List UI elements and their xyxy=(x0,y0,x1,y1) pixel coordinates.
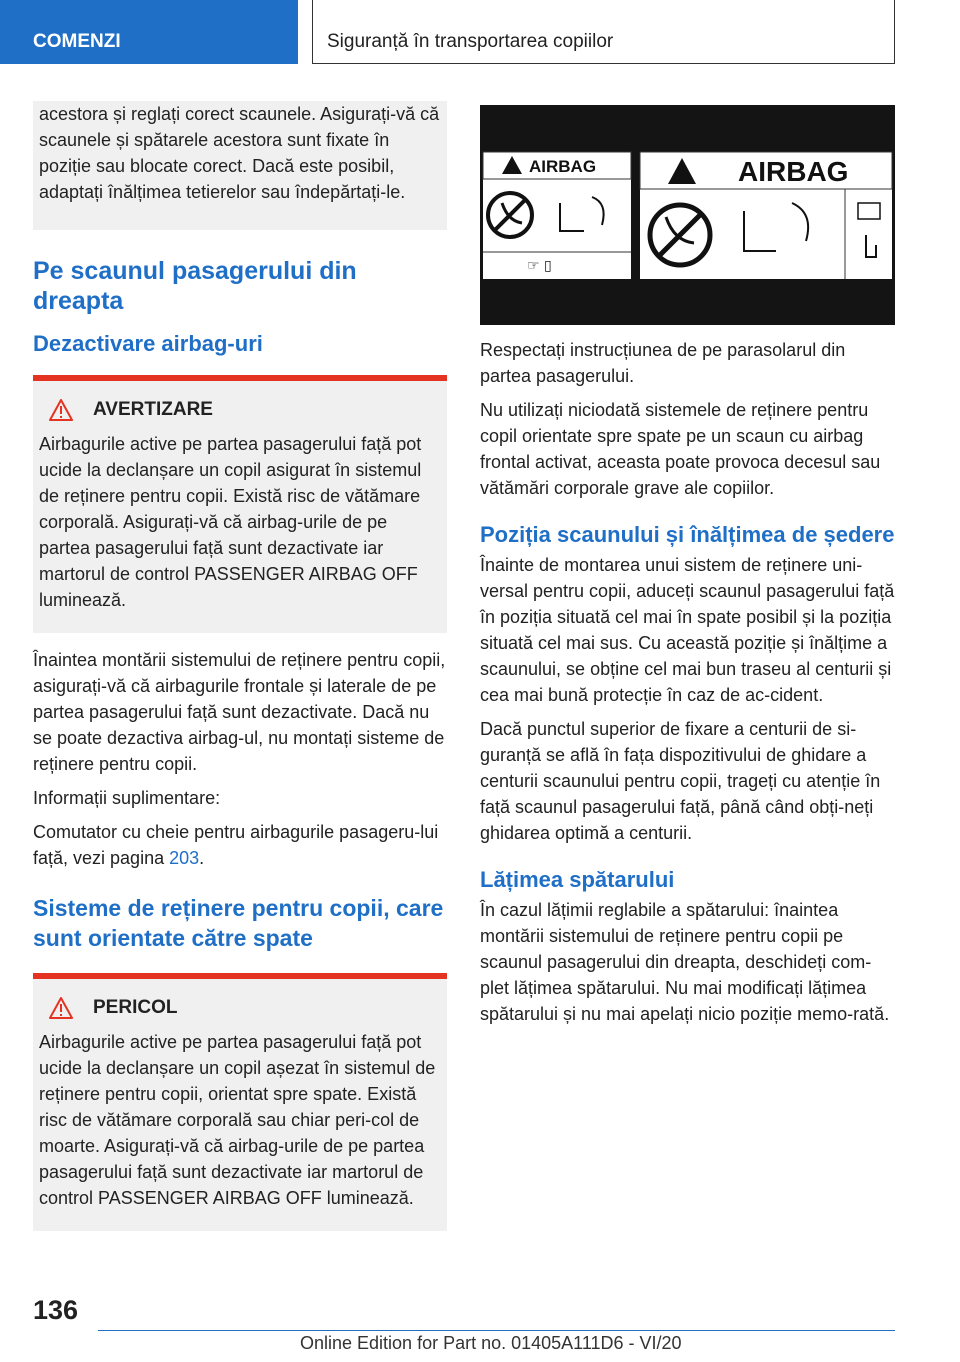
section-title-rear-facing: Sisteme de reținere pentru copii, care sunt orientate către spate xyxy=(33,895,444,951)
airbag-label-image xyxy=(480,105,895,325)
footer-divider xyxy=(98,1330,895,1331)
warning-triangle-icon xyxy=(49,399,73,421)
large-airbag-label: AIRBAG xyxy=(738,156,849,187)
intro-note xyxy=(33,101,447,230)
footer-edition: Online Edition for Part no. 01405A111D6 - VI/20 xyxy=(300,1333,682,1353)
danger-label: PERICOL xyxy=(93,997,178,1018)
danger-text: Airbagurile active pe partea pasagerului față pot ucide la declanșare un copil așezat în sistemul de reținere pentru copii, orientat spre spate. Există risc de vătămare corporală sau chiar peri-col de moarte. Asigurați-vă că airbag-urile de pe partea pasagerului față sunt dezactivate iar martorul de control PASSENGER AIRBAG OFF luminează. xyxy=(39,1032,436,1208)
danger-heading xyxy=(39,997,441,1019)
paragraph-belt-anchor: Dacă punctul superior de fixare a centurii de si-guranță se află în fața dispozitivului de ghidare a centurii scaunului pentru copii, trageți cu atenție în față scaunul pasagerului față, până când obți-neți ghidarea optimă a centurii. xyxy=(480,719,881,843)
paragraph-key-switch xyxy=(33,819,447,871)
paragraph-sun-visor: Respectați instrucțiunea de pe parasolarul din partea pasagerului. xyxy=(480,340,846,386)
intro-text: acestora și reglați corect scaunele. Asigurați-vă că scaunele și spătarele acestora sunt fixate în poziție sau blocate corect. Dacă este posibil, adaptați înălțimea tetierelor sau îndepărtați-le. xyxy=(39,104,440,202)
subsection-title-seat-position: Poziția scaunului și înălțimea de ședere xyxy=(480,522,895,547)
warning-text: Airbagurile active pe partea pasagerului față pot ucide la declanșare un copil asigurat în sistemul de reținere pentru copii. Există risc de vătămare corporală. Asigurați-vă că airbag-urile de pe partea pasagerului față sunt dezactivate iar martorul de control PASSENGER AIRBAG OFF luminează. xyxy=(39,434,422,610)
left-column xyxy=(33,101,447,1231)
subsection-title-backrest-width: Lățimea spătarului xyxy=(480,867,675,892)
section-title-passenger-seat: Pe scaunul pasagerului din dreapta xyxy=(33,257,357,315)
warning-label: AVERTIZARE xyxy=(93,399,213,420)
danger-box xyxy=(33,973,447,1231)
airbag-sticker-illustration xyxy=(480,105,895,325)
small-airbag-label: AIRBAG xyxy=(529,157,597,176)
right-column xyxy=(480,105,895,1027)
danger-triangle-icon xyxy=(49,997,73,1019)
chapter-tab[interactable]: COMENZI xyxy=(0,0,298,64)
paragraph-additional-info: Informații suplimentare: xyxy=(33,788,221,808)
paragraph-backrest-width: În cazul lățimii reglabile a spătarului: înaintea montării sistemului de reținere pentru copii pe scaunul pasagerului din dreapta, deschideți com-plet lățimea spătarului. Nu mai modificați lățimea spătarului și nu mai apelați nicio poziție memo-rată. xyxy=(480,900,890,1024)
page-link-203[interactable]: 203 xyxy=(169,848,200,868)
chapter-title: Siguranță în transportarea copiilor xyxy=(312,0,895,64)
warning-box xyxy=(33,375,447,633)
svg-text:☞ ▯: ☞ ▯ xyxy=(527,258,552,274)
key-switch-end: . xyxy=(199,848,205,868)
page-number: 136 xyxy=(33,1295,79,1325)
warning-heading xyxy=(39,399,441,421)
key-switch-text: Comutator cu cheie pentru airbagurile pasageru-lui față, vezi pagina xyxy=(33,822,439,868)
paragraph-never-use: Nu utilizați niciodată sistemele de reținere pentru copil orientate spre spate pe un scaun cu airbag frontal activat, aceasta poate provoca decesul sau vătămări corporale grave ale copiilor. xyxy=(480,400,881,498)
paragraph-before-mounting: Înaintea montării sistemului de reținere pentru copii, asigurați-vă că airbagurile frontale și laterale de pe partea pasagerului față sunt dezactivate. Dacă nu se poate dezactiva airbag-ul, nu montați sisteme de reținere pentru copii. xyxy=(33,650,446,774)
subsection-title-airbag-deactivation: Dezactivare airbag-uri xyxy=(33,331,263,356)
paragraph-universal-restraint: Înainte de montarea unui sistem de reținere uni-versal pentru copii, aduceți scaunul pasagerului față în poziția situată cel mai în spate posibil și la poziția situată cel mai sus. Cu această poziție și înălțime a scaunului, se obține cel mai bun traseu al centurii și cea mai bună protecție în caz de ac-cident. xyxy=(480,555,895,705)
